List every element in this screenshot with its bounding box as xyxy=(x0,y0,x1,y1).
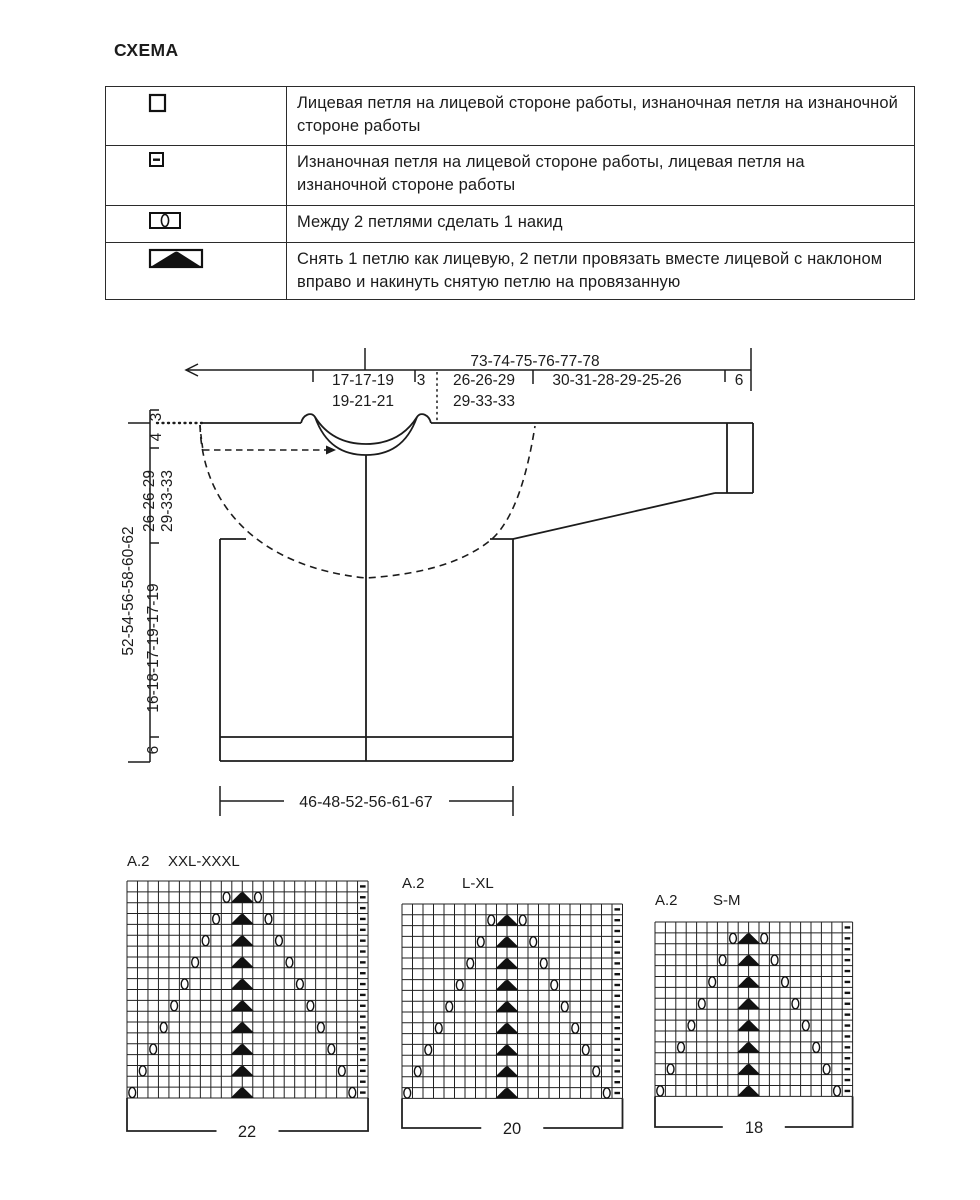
purl-dash-symbol xyxy=(360,1091,366,1093)
yarn-over-symbol xyxy=(593,1066,600,1076)
double-decrease-symbol xyxy=(737,933,760,944)
purl-dash-symbol xyxy=(360,1026,366,1028)
purl-dash-symbol xyxy=(614,973,620,975)
yarn-over-symbol xyxy=(255,892,262,902)
yarn-over-symbol xyxy=(771,955,778,965)
chart3-size-label: S-M xyxy=(713,892,741,909)
top-seg2-label: 3 xyxy=(416,372,426,389)
purl-dash-symbol xyxy=(614,1049,620,1051)
double-decrease-symbol xyxy=(231,1022,254,1033)
yarn-over-symbol xyxy=(551,980,558,990)
yarn-over-symbol xyxy=(488,915,495,925)
purl-dash-symbol xyxy=(614,919,620,921)
double-decrease-symbol xyxy=(737,1086,760,1097)
purl-dash-symbol xyxy=(614,951,620,953)
yarn-over-symbol xyxy=(435,1023,442,1033)
chart3-label: A.2 xyxy=(655,892,678,909)
yarn-over-symbol xyxy=(192,957,199,967)
left-neckband-label: 3 xyxy=(148,412,165,422)
yarn-over-symbol xyxy=(150,1044,157,1054)
double-decrease-symbol xyxy=(231,1087,254,1098)
left-total-length-label: 52-54-56-58-60-62 xyxy=(120,526,137,656)
purl-dash-symbol xyxy=(614,962,620,964)
yarn-over-symbol xyxy=(456,980,463,990)
chart1-stitch-count: 22 xyxy=(237,1123,257,1141)
yarn-over-symbol xyxy=(678,1042,685,1052)
purl-dash-symbol xyxy=(845,1046,851,1048)
yarn-over-symbol xyxy=(540,958,547,968)
purl-dash-symbol xyxy=(614,1070,620,1072)
yarn-over-symbol xyxy=(171,1001,178,1011)
yarn-over-symbol xyxy=(181,979,188,989)
yarn-over-symbol xyxy=(698,999,705,1009)
yarn-over-symbol xyxy=(792,999,799,1009)
double-decrease-symbol xyxy=(495,1088,519,1099)
yarn-over-symbol xyxy=(297,979,304,989)
purl-dash-symbol xyxy=(845,1068,851,1070)
yarn-over-symbol xyxy=(446,1002,453,1012)
double-decrease-symbol xyxy=(737,1042,760,1053)
purl-dash-symbol xyxy=(614,941,620,943)
page-title: СХЕМА xyxy=(114,40,179,60)
yarn-over-symbol xyxy=(317,1022,324,1032)
top-total-width-label: 73-74-75-76-77-78 xyxy=(470,353,600,370)
double-decrease-symbol xyxy=(737,1064,760,1075)
purl-dash-symbol xyxy=(614,1027,620,1029)
purl-dash-symbol xyxy=(360,1059,366,1061)
chart1-size-label: XXL-XXXL xyxy=(168,853,240,870)
purl-dash-symbol xyxy=(360,1037,366,1039)
yarn-over-symbol xyxy=(530,937,537,947)
double-decrease-symbol xyxy=(231,1044,254,1055)
purl-dash-symbol xyxy=(360,972,366,974)
chart-grid xyxy=(402,904,623,1098)
yarn-over-symbol xyxy=(276,936,283,946)
yarn-over-symbol xyxy=(782,977,789,987)
purl-dash-symbol xyxy=(845,1079,851,1081)
chart3-stitch-count: 18 xyxy=(744,1119,764,1137)
yarn-over-symbol xyxy=(730,933,737,943)
yarn-over-symbol xyxy=(561,1002,568,1012)
purl-dash-symbol xyxy=(360,885,366,887)
purl-dash-symbol xyxy=(360,918,366,920)
purl-dash-symbol xyxy=(845,1035,851,1037)
yarn-over-symbol xyxy=(160,1022,167,1032)
top-dimension-labels xyxy=(332,353,743,410)
legend-text: Лицевая петля на лицевой стороне работы, изнаночная петля на изнаночной стороне работы xyxy=(287,87,915,146)
yarn-over-symbol xyxy=(265,914,272,924)
left-body-length-label: 16-18-17-19-17-19 xyxy=(145,583,162,713)
double-decrease-symbol xyxy=(231,1066,254,1077)
purl-dash-symbol xyxy=(360,1070,366,1072)
purl-dash-symbol xyxy=(614,1092,620,1094)
double-decrease-symbol xyxy=(231,979,254,990)
purl-dash-symbol xyxy=(614,908,620,910)
purl-dash-symbol xyxy=(845,1013,851,1015)
yarn-over-symbol xyxy=(688,1020,695,1030)
double-decrease-symbol xyxy=(737,955,760,966)
top-seg1b-label: 19-21-21 xyxy=(331,393,395,410)
yarn-over-symbol xyxy=(338,1066,345,1076)
double-decrease-symbol xyxy=(231,936,254,947)
yarn-over-symbol xyxy=(719,955,726,965)
top-seg3b-label: 29-33-33 xyxy=(452,393,516,410)
yarn-over-symbol xyxy=(667,1064,674,1074)
purl-dash-symbol xyxy=(360,1081,366,1083)
double-decrease-symbol xyxy=(231,1001,254,1012)
double-decrease-symbol xyxy=(495,915,519,926)
purl-dash-symbol xyxy=(845,948,851,950)
double-decrease-symbol xyxy=(231,892,254,903)
yarn-over-symbol xyxy=(519,915,526,925)
top-seg4-label: 30-31-28-29-25-26 xyxy=(552,372,682,389)
purl-dash-symbol xyxy=(845,970,851,972)
purl-dash-symbol xyxy=(845,992,851,994)
yarn-over-symbol xyxy=(328,1044,335,1054)
chart2-size-label: L-XL xyxy=(462,875,494,892)
double-decrease-symbol xyxy=(495,958,519,969)
yarn-over-symbol xyxy=(477,937,484,947)
yoke-dashed-lines xyxy=(200,425,535,578)
yarn-over-symbol xyxy=(582,1045,589,1055)
purl-dash-symbol xyxy=(360,950,366,952)
purl-dash-symbol xyxy=(360,896,366,898)
yarn-over-symbol xyxy=(603,1088,610,1098)
double-decrease-symbol xyxy=(737,977,760,988)
yarn-over-symbol xyxy=(202,936,209,946)
bottom-width-label: 46-48-52-56-61-67 xyxy=(299,794,433,811)
purl-dash-symbol xyxy=(360,939,366,941)
yarn-over-symbol xyxy=(761,933,768,943)
yarn-over-symbol xyxy=(572,1023,579,1033)
purl-dash-symbol xyxy=(614,1016,620,1018)
purl-dash-symbol xyxy=(614,1005,620,1007)
purl-dash-symbol xyxy=(845,937,851,939)
double-decrease-symbol xyxy=(495,937,519,948)
yarn-over-symbol xyxy=(657,1086,664,1096)
yarn-over-symbol xyxy=(802,1020,809,1030)
yarn-over-symbol xyxy=(404,1088,411,1098)
knitting-chart-xxl-xxxl xyxy=(127,881,368,1131)
purl-dash-symbol xyxy=(360,907,366,909)
legend-text: Снять 1 петлю как лицевую, 2 петли провязать вместе лицевой с наклоном вправо и накинуть снятую петлю на провязанную xyxy=(287,243,915,300)
knitting-chart-s-m xyxy=(655,922,853,1127)
chart1-label: A.2 xyxy=(127,853,150,870)
top-seg3-label: 26-26-29 xyxy=(452,372,516,389)
top-seg5-label: 6 xyxy=(734,372,744,389)
purl-dash-symbol xyxy=(614,1081,620,1083)
yarn-over-symbol xyxy=(307,1001,314,1011)
sleeve-underarm-seam xyxy=(513,493,715,539)
yarn-over-symbol xyxy=(223,892,230,902)
purl-dash-symbol xyxy=(845,1057,851,1059)
top-seg1-label: 17-17-19 xyxy=(331,372,395,389)
yarn-over-symbol xyxy=(286,957,293,967)
yarn-over-symbol xyxy=(213,914,220,924)
arrow-right-icon xyxy=(326,446,336,455)
legend-text: Изнаночная петля на лицевой стороне работы, лицевая петля на изнаночной стороне работы xyxy=(287,146,915,206)
chart2-stitch-count: 20 xyxy=(502,1120,522,1138)
double-decrease-symbol xyxy=(737,999,760,1010)
left-yoke2-label: 29-33-33 xyxy=(159,469,176,533)
left-dimension-labels xyxy=(120,413,176,755)
purl-dash-symbol xyxy=(845,959,851,961)
purl-dash-symbol xyxy=(614,1059,620,1061)
yarn-over-symbol xyxy=(414,1066,421,1076)
left-yoke1-label: 26-26-29 xyxy=(141,469,158,533)
purl-dash-symbol xyxy=(360,961,366,963)
left-rib-label: 6 xyxy=(145,745,162,755)
yarn-over-symbol xyxy=(823,1064,830,1074)
double-decrease-symbol xyxy=(495,1001,519,1012)
legend-text: Между 2 петлями сделать 1 накид xyxy=(287,206,915,243)
yoke-circle-dashed-arc xyxy=(200,425,535,578)
purl-dash-symbol xyxy=(360,1015,366,1017)
purl-dash-symbol xyxy=(360,929,366,931)
double-decrease-symbol xyxy=(231,957,254,968)
purl-dash-symbol xyxy=(845,926,851,928)
chart2-label: A.2 xyxy=(402,875,425,892)
yarn-over-symbol xyxy=(129,1087,136,1097)
purl-dash-symbol xyxy=(845,1024,851,1026)
purl-dash-symbol xyxy=(360,1005,366,1007)
yarn-over-symbol xyxy=(834,1086,841,1096)
garment-outline xyxy=(157,414,753,761)
double-decrease-symbol xyxy=(495,1023,519,1034)
purl-dash-symbol xyxy=(614,930,620,932)
yarn-over-symbol xyxy=(467,958,474,968)
double-decrease-symbol xyxy=(495,1066,519,1077)
double-decrease-symbol xyxy=(737,1020,760,1031)
knitting-chart-l-xl xyxy=(402,904,623,1128)
purl-dash-symbol xyxy=(845,1003,851,1005)
stitch-count-labels xyxy=(238,1119,763,1141)
purl-dash-symbol xyxy=(360,1048,366,1050)
double-decrease-symbol xyxy=(495,980,519,991)
purl-dash-symbol xyxy=(360,983,366,985)
purl-dash-symbol xyxy=(845,981,851,983)
yarn-over-symbol xyxy=(813,1042,820,1052)
double-decrease-symbol xyxy=(495,1045,519,1056)
purl-dash-symbol xyxy=(614,984,620,986)
purl-dash-symbol xyxy=(614,1038,620,1040)
yarn-over-symbol xyxy=(349,1087,356,1097)
yarn-over-symbol xyxy=(139,1066,146,1076)
yarn-over-symbol xyxy=(709,977,716,987)
double-decrease-symbol xyxy=(231,914,254,925)
purl-dash-symbol xyxy=(845,1090,851,1092)
yarn-over-symbol xyxy=(425,1045,432,1055)
purl-dash-symbol xyxy=(360,994,366,996)
left-neck-depth-label: 4 xyxy=(148,432,165,442)
purl-dash-symbol xyxy=(614,995,620,997)
